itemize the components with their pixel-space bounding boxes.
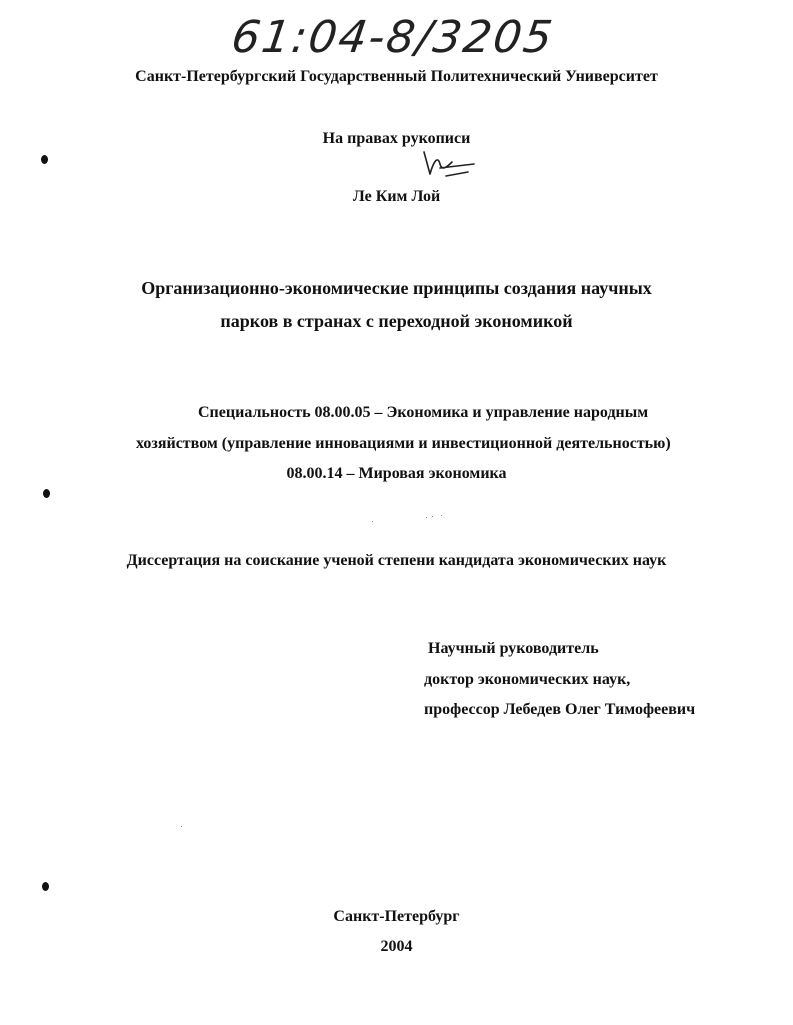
specialty-line-1: Специальность 08.00.05 – Экономика и управление народным — [198, 404, 649, 421]
scan-speck — [426, 517, 427, 518]
scan-speck — [432, 516, 433, 517]
author-name: Ле Ким Лой — [352, 188, 441, 205]
manuscript-rights: На правах рукописи — [322, 130, 471, 147]
signature-icon — [418, 146, 478, 180]
specialty-line-2: хозяйством (управление инновациями и инвестиционной деятельностью) — [136, 435, 671, 452]
punch-mark-icon — [41, 155, 48, 164]
dissertation-type: Диссертация на соискание ученой степени кандидата экономических наук — [126, 552, 667, 569]
punch-mark-icon — [43, 489, 50, 498]
supervisor-role: Научный руководитель — [428, 640, 599, 657]
scan-speck — [372, 521, 373, 522]
year: 2004 — [380, 938, 413, 955]
specialty-line-3: 08.00.14 – Мировая экономика — [286, 465, 507, 482]
thesis-title-line-2: парков в странах с переходной экономикой — [220, 311, 573, 331]
scan-speck — [441, 515, 442, 516]
supervisor-degree: доктор экономических наук, — [424, 671, 631, 688]
scan-speck — [181, 826, 182, 827]
thesis-title-line-1: Организационно-экономические принципы создания научных — [141, 278, 652, 298]
supervisor-name: профессор Лебедев Олег Тимофеевич — [424, 701, 696, 718]
university-name: Санкт-Петербургский Государственный Политехнический Университет — [135, 68, 658, 85]
punch-mark-icon — [42, 882, 49, 891]
city: Санкт-Петербург — [333, 908, 460, 925]
handwritten-archive-number: 61:04-8/3205 — [228, 12, 558, 63]
